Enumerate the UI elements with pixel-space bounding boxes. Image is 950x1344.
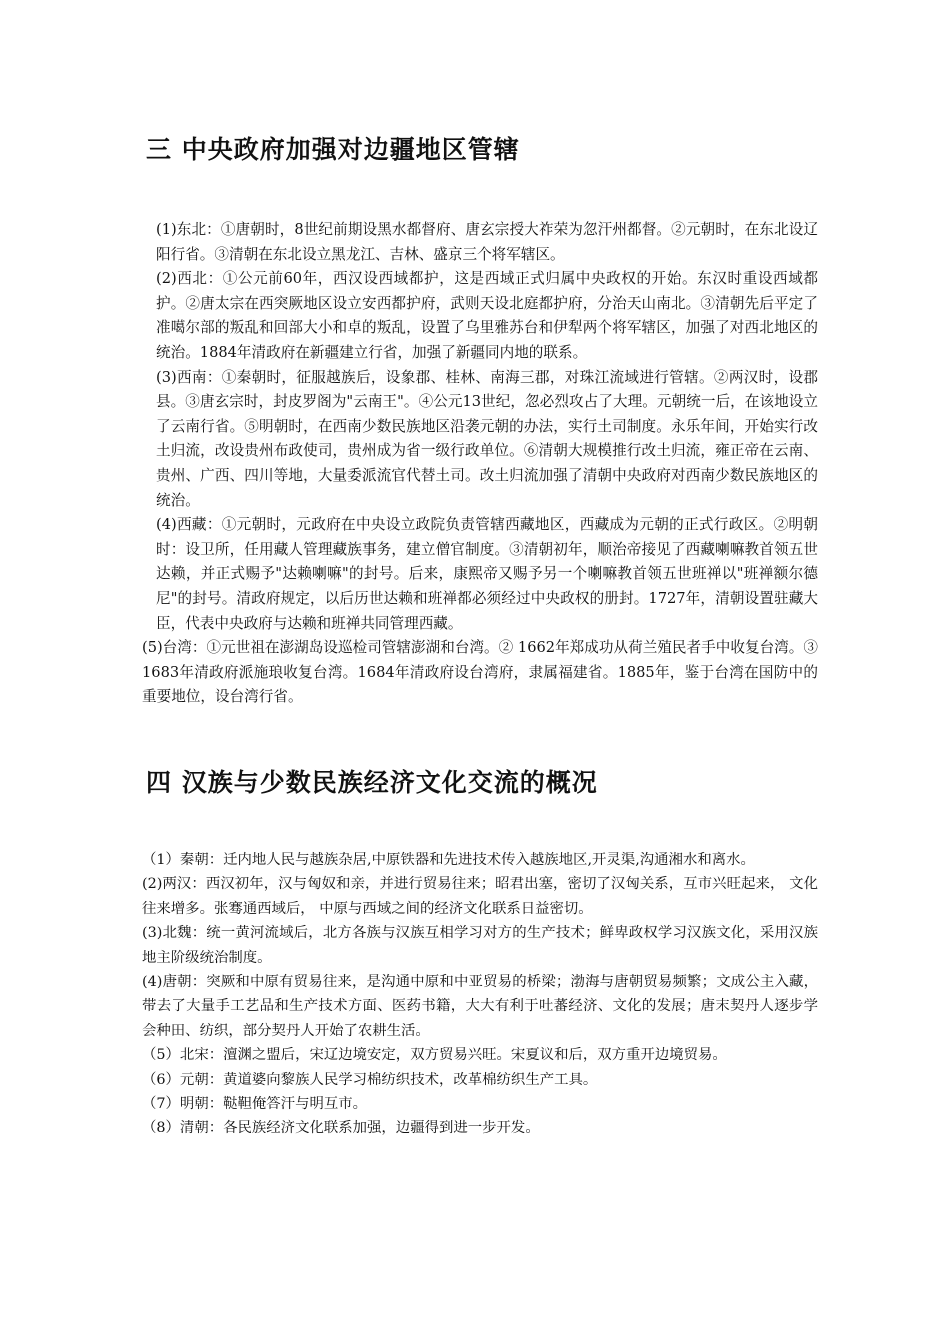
paragraph-northeast: (1)东北：①唐朝时，8世纪前期设黑水都督府、唐玄宗授大祚荣为忽汗州都督。②元朝时，在东北设辽阳行省。③清朝在东北设立黑龙江、吉林、盛京三个将军辖区。 (156, 221, 818, 263)
paragraph-yuan: （6）元朝：黄道婆向黎族人民学习棉纺织技术，改革棉纺织生产工具。 (142, 1071, 598, 1088)
paragraph-southwest: (3)西南：①秦朝时，征服越族后，设象郡、桂林、南海三郡，对珠江流域进行管辖。②两汉时，设郡县。③唐玄宗时，封皮罗阁为"云南王"。④公元13世纪，忽必烈攻占了大理。元朝统一后，在该地设立了云南行省。⑤明朝时，在西南少数民族地区沿袭元朝的办法，实行土司制度。永乐年间，开始实行改土归流，改设贵州布政使司，贵州成为省一级行政单位。⑥清朝大规模推行改土归流，雍正帝在云南、贵州、广西、四川等地，大量委派流官代替土司。改土归流加强了清朝中央政府对西南少数民族地区的统治。 (156, 368, 818, 509)
section-3-heading: 三 中央政府加强对边疆地区管辖 (146, 135, 520, 164)
paragraph-northwest: (2)西北：①公元前60年，西汉设西域都护，这是西域正式归属中央政权的开始。东汉时重设西域都护。②唐太宗在西突厥地区设立安西都护府，武则天设北庭都护府，分治天山南北。③清朝先后平定了准噶尔部的叛乱和回部大小和卓的叛乱，设置了乌里雅苏台和伊犁两个将军辖区，加强了对西北地区的统治。1884年清政府在新疆建立行省，加强了新疆同内地的联系。 (156, 270, 818, 361)
section-4-body (142, 848, 818, 1141)
section-3-body (142, 218, 818, 710)
section-4-heading: 四 汉族与少数民族经济文化交流的概况 (146, 768, 598, 797)
paragraph-qin: （1）秦朝：迁内地人民与越族杂居,中原铁器和先进技术传入越族地区,开灵渠,沟通湘水和离水。 (142, 852, 755, 868)
paragraph-qing: （8）清朝：各民族经济文化联系加强，边疆得到进一步开发。 (142, 1120, 540, 1137)
paragraph-tibet: (4)西藏：①元朝时，元政府在中央设立政院负责管辖西藏地区，西藏成为元朝的正式行政区。②明朝时：设卫所，任用藏人管理藏族事务，建立僧官制度。③清朝初年，顺治帝接见了西藏喇嘛教首领五世达赖，并正式赐予"达赖喇嘛"的封号。后来，康熙帝又赐予另一个喇嘛教首领五世班禅以"班禅额尔德尼"的封号。清政府规定，以后历世达赖和班禅都必须经过中央政权的册封。1727年，清朝设置驻藏大臣，代表中央政府与达赖和班禅共同管理西藏。 (156, 516, 818, 632)
paragraph-taiwan: (5)台湾：①元世祖在澎湖岛设巡检司管辖澎湖和台湾。② 1662年郑成功从荷兰殖民者手中收复台湾。③ 1683年清政府派施琅收复台湾。1684年清政府设台湾府，隶属福建省。1885年，鉴于台湾在国防中的重要地位，设台湾行省。 (142, 639, 818, 706)
paragraph-ming: （7）明朝：鞑靼俺答汗与明互市。 (142, 1096, 368, 1113)
paragraph-han: (2)两汉：西汉初年，汉与匈奴和亲，并进行贸易往来；昭君出塞，密切了汉匈关系，互市兴旺起来， 文化往来增多。张骞通西域后， 中原与西域之间的经济文化联系日益密切。 (142, 876, 818, 917)
paragraph-northern-song: （5）北宋：澶渊之盟后，宋辽边境安定，双方贸易兴旺。宋夏议和后，双方重开边境贸易。 (142, 1047, 727, 1064)
paragraph-tang: (4)唐朝：突厥和中原有贸易往来，是沟通中原和中亚贸易的桥梁；渤海与唐朝贸易频繁；文成公主入藏，带去了大量手工艺品和生产技术方面、医药书籍，大大有利于吐蕃经济、文化的发展；唐末契丹人逐步学会种田、纺织，部分契丹人开始了农耕生活。 (142, 974, 818, 1039)
paragraph-northern-wei: (3)北魏：统一黄河流域后，北方各族与汉族互相学习对方的生产技术；鲜卑政权学习汉族文化，采用汉族地主阶级统治制度。 (142, 925, 818, 966)
